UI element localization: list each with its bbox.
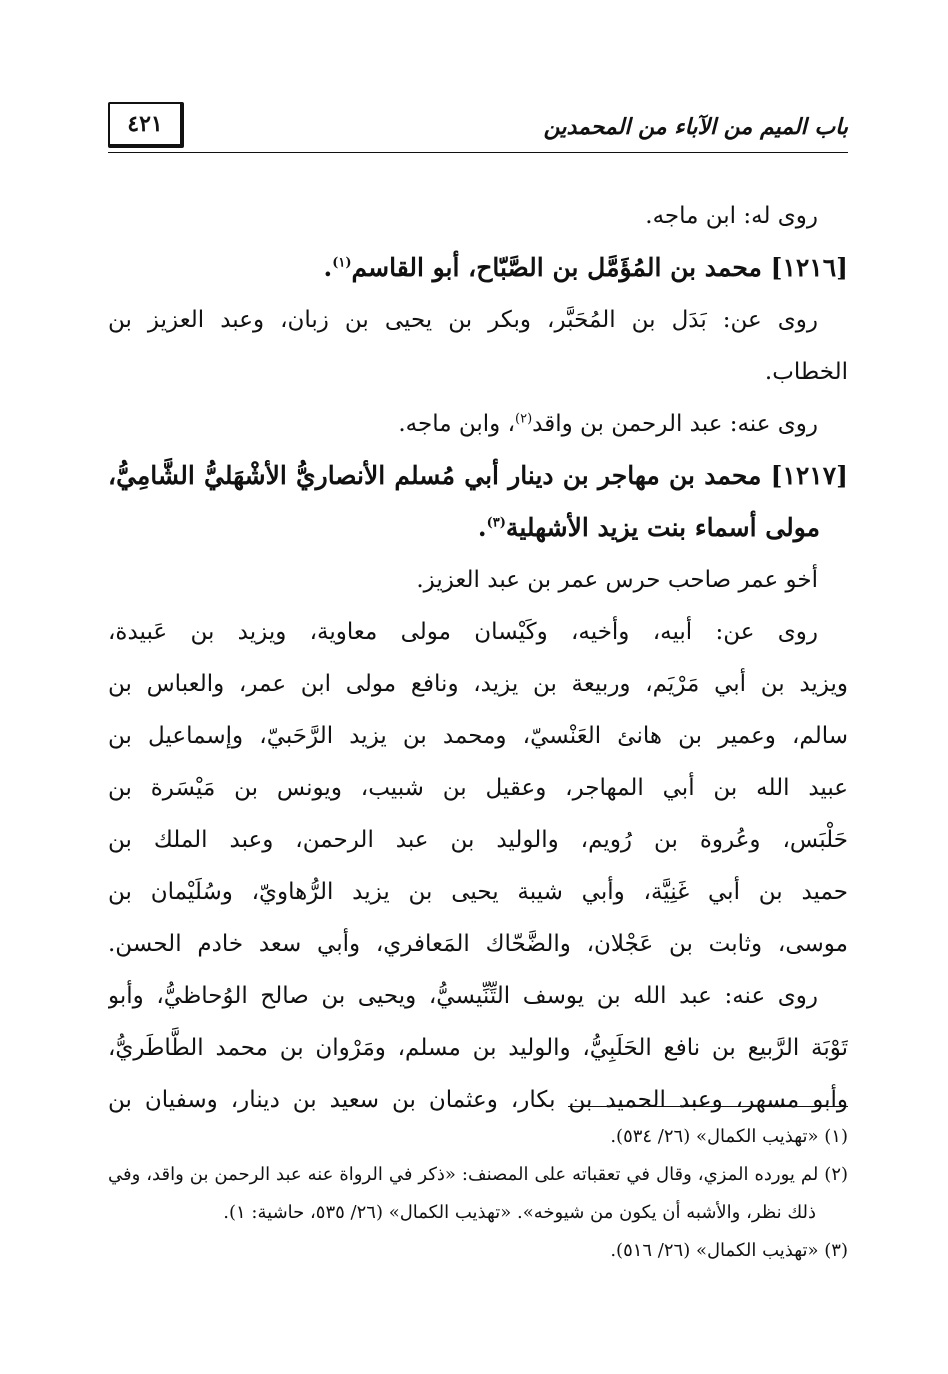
text-line bbox=[108, 1022, 848, 1074]
line-tail: . bbox=[477, 513, 487, 542]
line-tail: ، وابن ماجه. bbox=[398, 411, 516, 437]
text-line bbox=[108, 918, 848, 970]
footnote-line bbox=[108, 1118, 848, 1156]
line-text: روى له: ابن ماجه. bbox=[645, 203, 818, 229]
running-title: باب الميم من الآباء من المحمدين bbox=[543, 114, 848, 140]
text-line bbox=[108, 710, 848, 762]
text-line bbox=[108, 606, 848, 658]
footnote-rule bbox=[568, 1106, 848, 1107]
footnote-marker[interactable]: (١) bbox=[332, 255, 352, 271]
line-tail: . bbox=[323, 253, 333, 282]
text-line bbox=[108, 658, 848, 710]
line-text: عبيد الله بن أبي المهاجر، وعقيل بن شبيب، ويونس بن مَيْسَرة بن bbox=[108, 775, 848, 801]
entry-heading bbox=[108, 450, 848, 502]
line-text: [١٢١٦] محمد بن المُؤَمَّل بن الصَّبّاح، أبو القاسم bbox=[351, 253, 848, 282]
text-line bbox=[108, 398, 848, 450]
line-text: [١٢١٧] محمد بن مهاجر بن دينار أبي مُسلم الأنصاريُّ الأشْهَليُّ الشَّامِيُّ، bbox=[108, 461, 848, 490]
line-text: أخو عمر صاحب حرس عمر بن عبد العزيز. bbox=[416, 567, 818, 593]
line-text: (٣) «تهذيب الكمال» (٢٦/ ٥١٦). bbox=[610, 1240, 848, 1261]
text-line bbox=[108, 346, 848, 398]
footnote-line bbox=[108, 1156, 848, 1194]
line-text: حميد بن أبي غَنِيَّة، وأبي شيبة يحيى بن يزيد الرُّهاويّ، وسُلَيْمان بن bbox=[108, 879, 848, 905]
text-line bbox=[108, 190, 848, 242]
line-text: (١) «تهذيب الكمال» (٢٦/ ٥٣٤). bbox=[610, 1126, 848, 1147]
footnotes bbox=[108, 1118, 848, 1270]
entry-heading bbox=[108, 502, 848, 554]
text-line bbox=[108, 554, 848, 606]
line-text: الخطاب. bbox=[764, 359, 848, 385]
line-text: روى عنه: عبد الله بن يوسف التِّنِّيسيُّ، ويحيى بن صالح الوُحاظيُّ، وأبو bbox=[108, 983, 818, 1009]
line-text: سالم، وعمير بن هانئ العَنْسيّ، ومحمد بن يزيد الرَّحَبيّ، وإسماعيل بن bbox=[108, 723, 848, 749]
line-text: ويزيد بن أبي مَرْيَم، وربيعة بن يزيد، ونافع مولى ابن عمر، والعباس بن bbox=[108, 671, 848, 697]
text-line bbox=[108, 866, 848, 918]
entry-heading bbox=[108, 242, 848, 294]
footnote-line bbox=[108, 1194, 848, 1232]
line-text: (٢) لم يورده المزي، وقال في تعقباته على المصنف: «ذكر في الرواة عنه عبد الرحمن بن واقد، وفي bbox=[108, 1164, 848, 1185]
text-line bbox=[108, 970, 848, 1022]
line-text: روى عنه: عبد الرحمن بن واقد bbox=[532, 411, 818, 437]
text-line bbox=[108, 762, 848, 814]
line-text: وأبو مسهر، وعبد الحميد بن بكار، وعثمان بن سعيد بن دينار، وسفيان بن bbox=[108, 1087, 848, 1113]
line-text: ذلك نظر، والأشبه أن يكون من شيوخه». «تهذيب الكمال» (٢٦/ ٥٣٥، حاشية: ١). bbox=[223, 1202, 816, 1223]
page-number: ٤٢١ bbox=[108, 102, 184, 148]
line-text: موسى، وثابت بن عَجْلان، والضَّحّاك المَعافري، وأبي سعد خادم الحسن. bbox=[108, 931, 848, 957]
line-text: تَوْبَة الرَّبيع بن نافع الحَلَبِيُّ، والوليد بن مسلم، ومَرْوان بن محمد الطَّاطَريُّ، bbox=[108, 1035, 848, 1061]
line-text: روى عن: أبيه، وأخيه، وكَيْسان مولى معاوية، ويزيد بن عَبيدة، bbox=[108, 619, 818, 645]
text-line bbox=[108, 814, 848, 866]
line-text: روى عن: بَدَل بن المُحَبَّر، وبكر بن يحيى بن زبان، وعبد العزيز بن bbox=[108, 307, 818, 333]
footnote-line bbox=[108, 1232, 848, 1270]
line-text: حَلْبَس، وعُروة بن رُويم، والوليد بن عبد الرحمن، وعبد الملك بن bbox=[108, 827, 848, 853]
main-text bbox=[108, 190, 848, 1126]
page-header bbox=[108, 100, 848, 152]
footnote-marker[interactable]: (٣) bbox=[486, 515, 506, 531]
header-rule bbox=[108, 152, 848, 153]
footnote-marker[interactable]: (٢) bbox=[515, 411, 533, 427]
text-line bbox=[108, 294, 848, 346]
line-text: مولى أسماء بنت يزيد الأشهلية bbox=[505, 513, 820, 542]
